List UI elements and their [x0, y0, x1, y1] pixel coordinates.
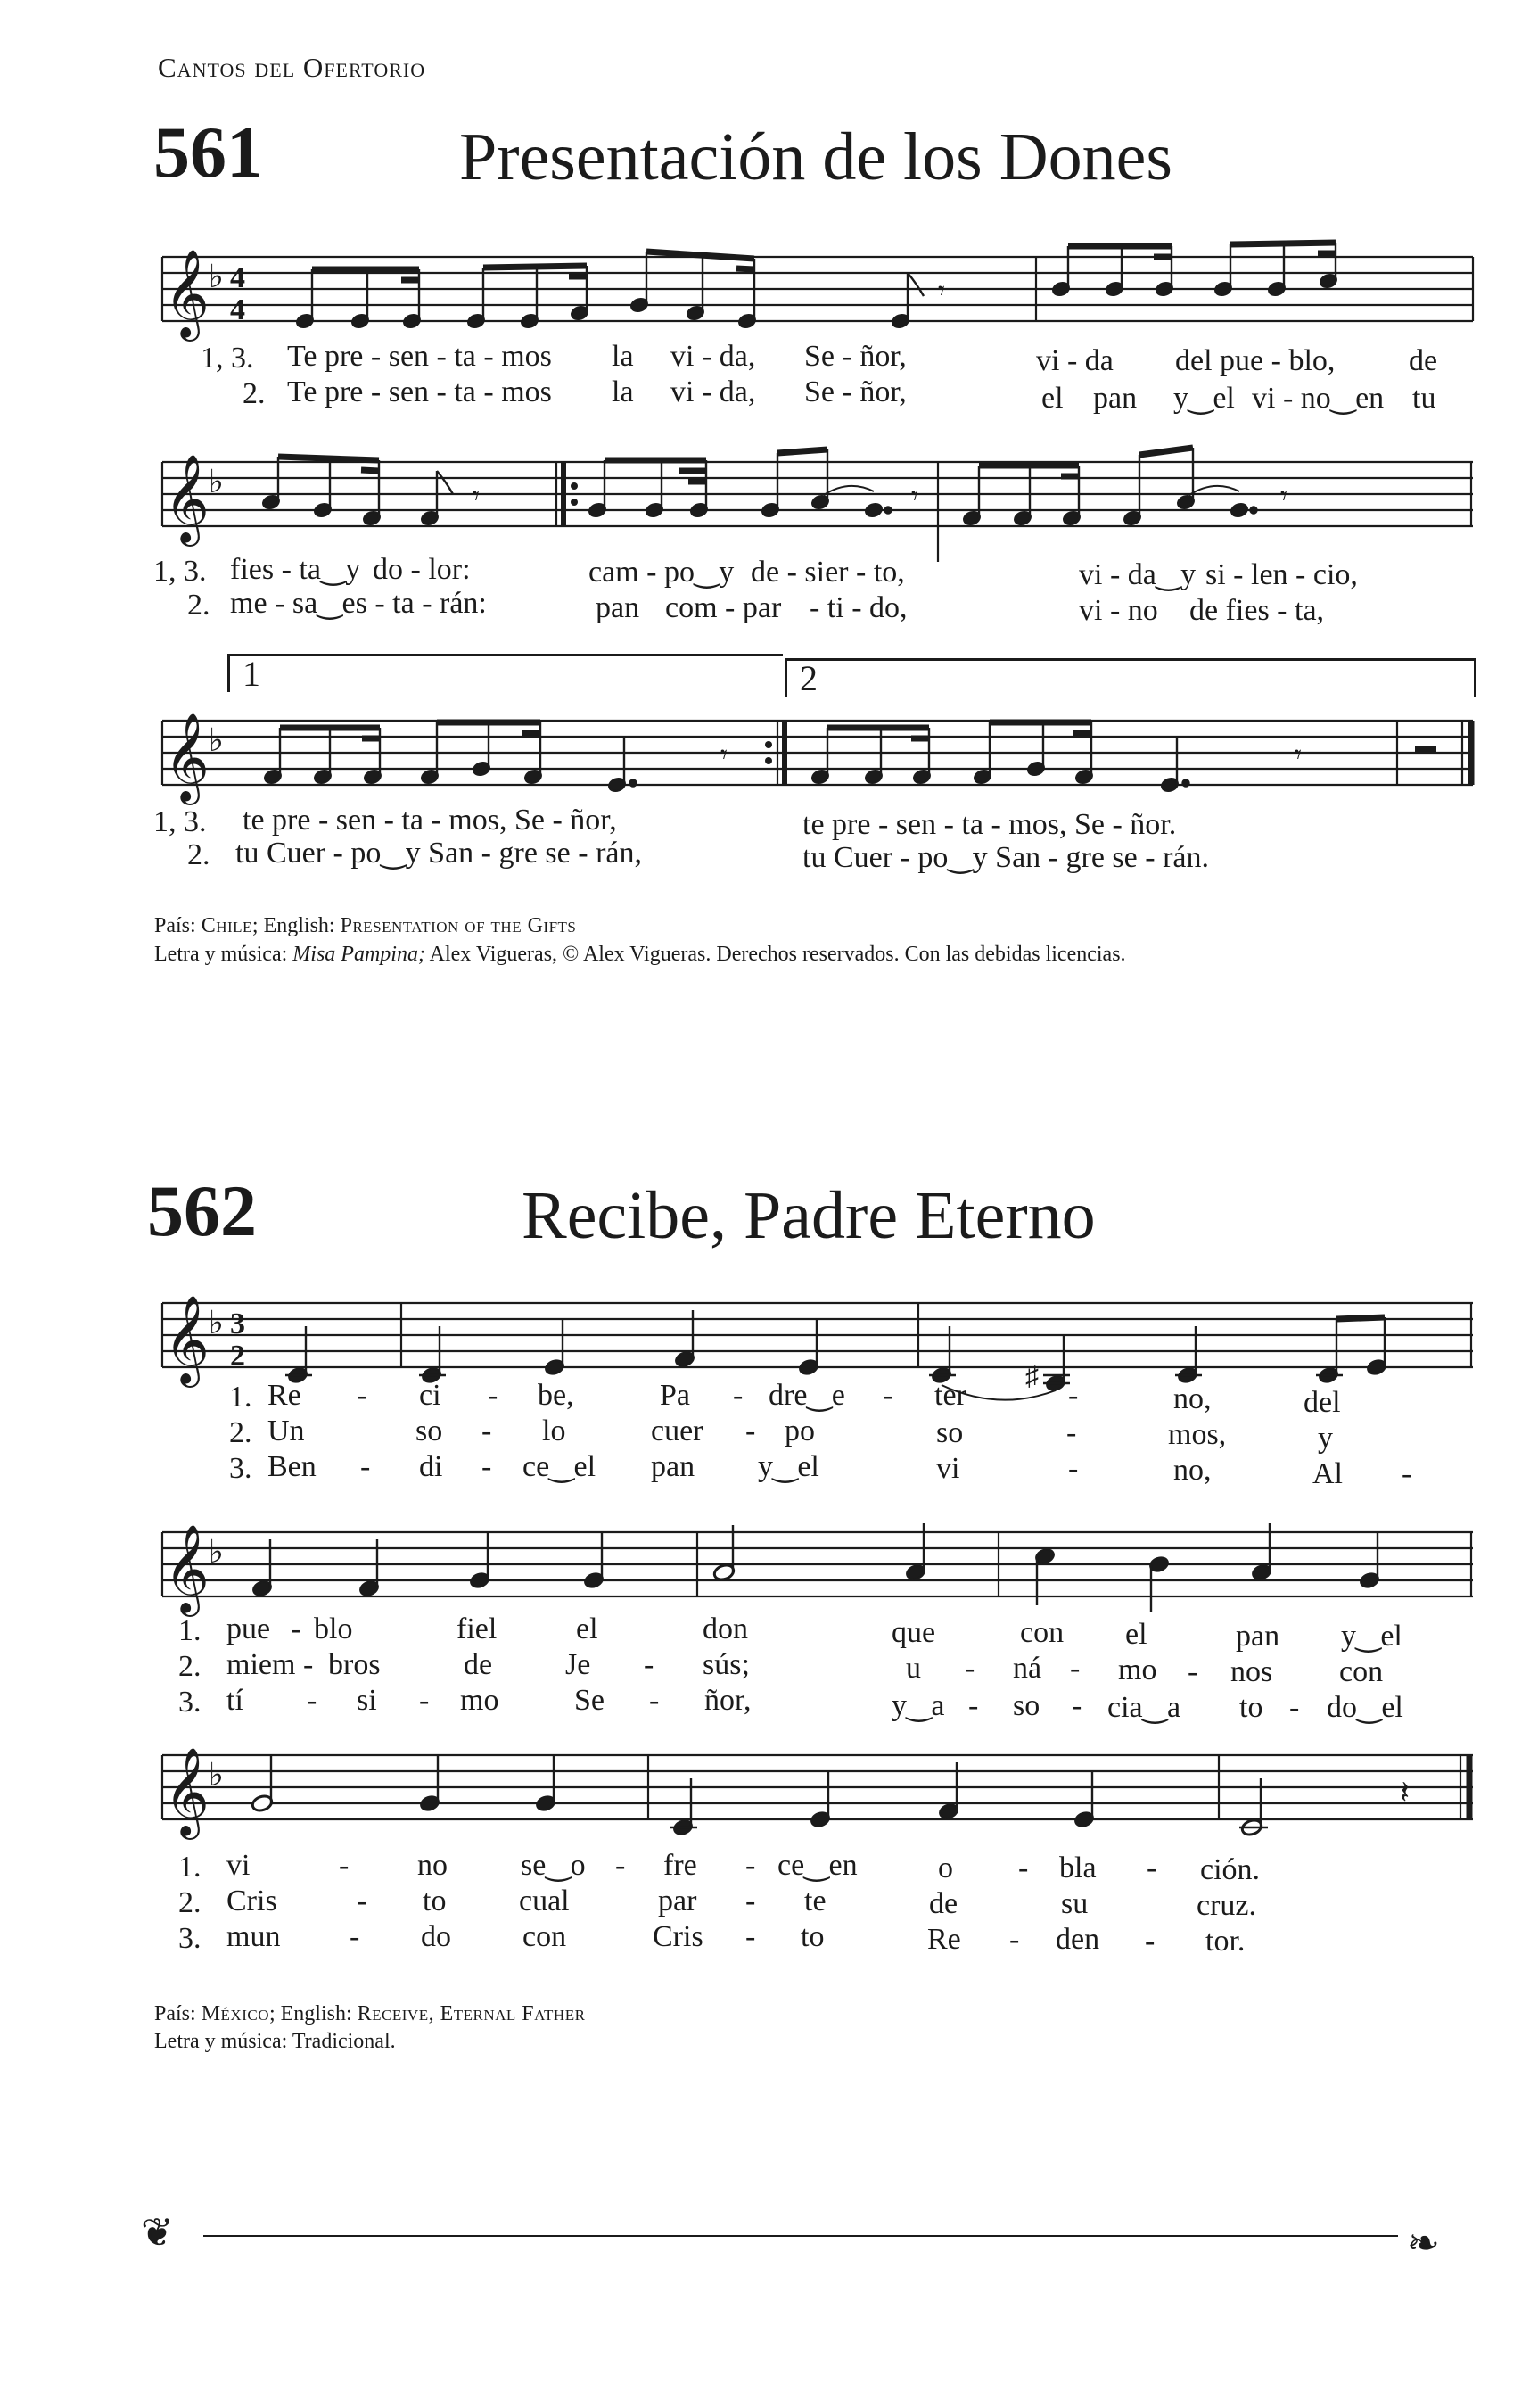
flat-icon: ♭ [209, 464, 224, 499]
lyric: par [658, 1884, 697, 1917]
credit-author: Letra y música: Misa Pampina; Alex Vigueras, © Alex Vigueras. Derechos reservados. Con las debidas licencias. [154, 943, 1126, 966]
lyric: con [1020, 1616, 1065, 1649]
verse-number: 1, 3. [153, 555, 207, 588]
first-ending-bracket: 1 [227, 654, 783, 692]
lyric: tu [1412, 382, 1436, 415]
lyric: mo [460, 1684, 499, 1717]
lyric: - [965, 1652, 975, 1685]
flat-icon: ♭ [209, 1757, 224, 1793]
lyric: tor. [1205, 1925, 1246, 1958]
flat-icon: ♭ [209, 1305, 224, 1340]
lyric: y‿el [1341, 1620, 1402, 1653]
lyric: bros [328, 1648, 381, 1681]
verse-number: 3. [178, 1922, 202, 1955]
svg-text:𝄽: 𝄽 [1400, 1775, 1411, 1810]
lyric: pan [1093, 382, 1138, 415]
verse-number: 1. [229, 1381, 252, 1414]
lyric: - [1018, 1851, 1029, 1884]
lyric: - [745, 1414, 756, 1447]
lyric: lo [542, 1414, 566, 1447]
lyric: - [1066, 1416, 1077, 1449]
lyric: tí [226, 1684, 243, 1717]
lyric: pan [651, 1450, 695, 1483]
lyric: - [1145, 1925, 1156, 1958]
lyric: mos, [1168, 1418, 1227, 1451]
lyric: to [423, 1884, 447, 1917]
lyric: pan [1236, 1620, 1280, 1653]
lyric: fiel [456, 1612, 498, 1645]
lyric: tu Cuer - po‿y San - gre se - rán, [235, 837, 642, 870]
time-signature [230, 1307, 245, 1373]
lyric: - [488, 1379, 498, 1412]
lyric: vi [226, 1849, 251, 1882]
flat-icon: ♭ [209, 722, 224, 758]
lyric: - [1068, 1379, 1079, 1412]
lyric: no, [1173, 1382, 1212, 1415]
lyric: - [291, 1612, 301, 1645]
lyric: - [745, 1920, 756, 1953]
lyric: - [644, 1648, 654, 1681]
lyric: - [968, 1689, 979, 1722]
lyric: - [419, 1684, 430, 1717]
lyric: - [1402, 1457, 1412, 1490]
lyric: Re [927, 1923, 961, 1956]
lyric: el [1041, 382, 1064, 415]
hymn-number-562: 562 [147, 1170, 257, 1251]
lyric: - [481, 1450, 492, 1483]
lyric: pan [596, 591, 640, 624]
lyric: te pre - sen - ta - mos, Se - ñor. [802, 808, 1177, 841]
notes [251, 1755, 1410, 1837]
treble-clef-icon: 𝄞 [164, 251, 210, 336]
lyric: de [1409, 344, 1438, 377]
lyric: sús; [703, 1648, 750, 1681]
svg-text:𝄾: 𝄾 [720, 740, 728, 770]
lyric: con [522, 1920, 567, 1953]
lyric: - [1070, 1652, 1081, 1685]
hymn-title-562: Recibe, Padre Eterno [522, 1178, 1096, 1253]
lyric: - [883, 1379, 893, 1412]
svg-text:𝄾: 𝄾 [473, 482, 480, 511]
lyric: te pre - sen - ta - mos, Se - ñor, [243, 804, 617, 837]
lyric: ñor, [704, 1684, 752, 1717]
lyric: Un [267, 1414, 305, 1447]
lyric: y‿el [1173, 382, 1235, 415]
lyric: de - sier - to, [751, 556, 905, 589]
verse-number: 2. [178, 1886, 202, 1919]
verse-number: 3. [229, 1452, 252, 1485]
lyric: - [339, 1849, 350, 1882]
lyric: o [938, 1851, 953, 1884]
lyric: do - lor: [373, 553, 471, 586]
lyric: - [1072, 1689, 1082, 1722]
notes [263, 721, 1436, 793]
second-ending-bracket: 2 [785, 658, 1476, 697]
svg-text:4: 4 [230, 293, 245, 326]
lyric: ción. [1200, 1853, 1261, 1886]
time-signature [230, 261, 245, 326]
lyric: den [1056, 1923, 1100, 1956]
lyric: ná [1013, 1652, 1042, 1685]
svg-text:𝄾: 𝄾 [1280, 482, 1287, 511]
verse-number: 2. [229, 1416, 252, 1449]
lyric: no [417, 1849, 448, 1882]
lyric: el [576, 1612, 598, 1645]
lyric: con [1339, 1655, 1384, 1688]
treble-clef-icon: 𝄞 [164, 1526, 210, 1612]
credit-author: Letra y música: Tradicional. [154, 2030, 396, 2053]
lyric: di [419, 1450, 443, 1483]
verse-number: 2. [187, 838, 210, 871]
lyric: se‿o [521, 1849, 586, 1882]
lyric: po [785, 1414, 815, 1447]
verse-number: 2. [178, 1650, 202, 1683]
lyric: vi - da, [670, 375, 756, 408]
lyric: Al [1312, 1457, 1343, 1490]
lyric: ter [934, 1379, 966, 1412]
lyric: cual [519, 1884, 570, 1917]
lyric: - [481, 1414, 492, 1447]
lyric: - ti - do, [810, 591, 908, 624]
flat-icon: ♭ [209, 1534, 224, 1570]
lyric: com - par [665, 591, 782, 624]
lyric: - [1188, 1655, 1198, 1688]
treble-clef-icon: 𝄞 [164, 456, 210, 541]
staff-562-2 [153, 1516, 1482, 1623]
lyric: mun [226, 1920, 281, 1953]
lyric: - [307, 1684, 317, 1717]
lyric: Te pre - sen - ta - mos [287, 375, 552, 408]
lyric: vi - da [1036, 344, 1114, 377]
lyric: cruz. [1197, 1889, 1257, 1922]
lyric: miem [226, 1648, 296, 1681]
lyric: fies - ta‿y [230, 553, 361, 586]
notes [261, 448, 1287, 526]
svg-text:𝄾: 𝄾 [911, 482, 918, 511]
lyric: Se [574, 1684, 605, 1717]
lyric: y‿el [758, 1450, 819, 1483]
lyric: Ben [267, 1450, 317, 1483]
lyric: ce‿el [522, 1450, 596, 1483]
treble-clef-icon: 𝄞 [164, 1297, 210, 1382]
lyric: cam - po‿y [588, 556, 735, 589]
lyric: no, [1173, 1454, 1212, 1487]
lyric: blo [314, 1612, 353, 1645]
lyric: - [357, 1884, 367, 1917]
lyric: y‿a [892, 1689, 945, 1722]
lyric: - [615, 1849, 626, 1882]
lyric: - [1068, 1452, 1079, 1485]
hymn-number-561: 561 [153, 111, 263, 193]
lyric: Se - ñor, [804, 375, 907, 408]
lyric: - [733, 1379, 744, 1412]
verse-number: 1. [178, 1851, 202, 1884]
lyric: la [612, 340, 634, 373]
lyric: - [360, 1450, 371, 1483]
verse-number: 1, 3. [201, 342, 254, 375]
staff-561-3 [153, 705, 1482, 803]
credit-country: País: Chile; English: Presentation of the Gifts [154, 914, 577, 937]
lyric: y [1318, 1422, 1333, 1455]
lyric: - [745, 1849, 756, 1882]
verse-number: 2. [243, 377, 266, 410]
section-label: Cantos del Ofertorio [158, 52, 426, 83]
lyric: Se - ñor, [804, 340, 907, 373]
verse-number: 1. [178, 1614, 202, 1647]
lyric: don [703, 1612, 748, 1645]
lyric: me - sa‿es - ta - rán: [230, 587, 487, 620]
lyric: - [1147, 1851, 1157, 1884]
lyric: do‿el [1327, 1691, 1403, 1724]
svg-text:2: 2 [230, 1340, 245, 1373]
lyric: so [1013, 1689, 1040, 1722]
lyric: ci [419, 1379, 441, 1412]
sharp-icon: ♯ [1025, 1362, 1039, 1391]
lyric: tu Cuer - po‿y San - gre se - rán. [802, 841, 1209, 874]
notes [251, 1523, 1380, 1612]
lyric: cia‿a [1107, 1691, 1181, 1724]
lyric: te [804, 1884, 827, 1917]
lyric: Te pre - sen - ta - mos [287, 340, 552, 373]
lyric: - [649, 1684, 660, 1717]
lyric: u [906, 1652, 921, 1685]
lyric: to [801, 1920, 825, 1953]
lyric: - [303, 1648, 314, 1681]
lyric: el [1125, 1618, 1147, 1651]
lyric: Je [565, 1648, 591, 1681]
lyric: pue [226, 1612, 271, 1645]
treble-clef-icon: 𝄞 [164, 714, 210, 800]
staff-562-3 [153, 1739, 1482, 1846]
lyric: su [1061, 1887, 1089, 1920]
notes [295, 243, 1337, 329]
lyric: si - len - cio, [1205, 558, 1358, 591]
lyric: Re [267, 1379, 301, 1412]
lyric: vi - da‿y [1079, 558, 1197, 591]
lyric: so [936, 1416, 964, 1449]
svg-text:4: 4 [230, 261, 245, 294]
staff-562-1 [153, 1287, 1482, 1394]
lyric: ce‿en [777, 1849, 858, 1882]
lyric: dre‿e [769, 1379, 845, 1412]
credit-country: País: México; English: Receive, Eternal Father [154, 2002, 586, 2025]
lyric: - [357, 1379, 367, 1412]
lyric: la [612, 375, 634, 408]
lyric: vi [936, 1452, 960, 1485]
lyric: de [464, 1648, 493, 1681]
staff-561-1 [153, 241, 1482, 339]
treble-clef-icon: 𝄞 [164, 1749, 210, 1835]
staff-561-2 [153, 446, 1482, 544]
lyric: - [350, 1920, 360, 1953]
lyric: - [745, 1884, 756, 1917]
verse-number: 2. [187, 589, 210, 622]
svg-text:3: 3 [230, 1307, 245, 1340]
lyric: - [1289, 1691, 1300, 1724]
lyric: be, [538, 1379, 574, 1412]
lyric: to [1239, 1691, 1263, 1724]
flourish-right-icon: ❧ [1407, 2222, 1440, 2265]
lyric: fre [663, 1849, 697, 1882]
flat-icon: ♭ [209, 259, 224, 294]
verse-number: 3. [178, 1686, 202, 1719]
hymn-title-561: Presentación de los Dones [459, 120, 1172, 194]
footer-rule [203, 2235, 1398, 2237]
lyric: del pue - blo, [1175, 344, 1336, 377]
lyric: nos [1230, 1655, 1273, 1688]
verse-number: 1, 3. [153, 805, 207, 838]
lyric: Pa [660, 1379, 690, 1412]
svg-text:𝄾: 𝄾 [938, 276, 945, 306]
lyric: que [892, 1616, 936, 1649]
lyric: Cris [653, 1920, 703, 1953]
flourish-left-icon: ❦ [141, 2211, 174, 2255]
lyric: cuer [651, 1414, 703, 1447]
lyric: bla [1059, 1851, 1097, 1884]
lyric: del [1304, 1386, 1341, 1419]
lyric: de [929, 1887, 958, 1920]
lyric: Cris [226, 1884, 277, 1917]
lyric: si [357, 1684, 377, 1717]
lyric: - [1009, 1923, 1020, 1956]
lyric: vi - no‿en [1252, 382, 1385, 415]
lyric: de fies - ta, [1189, 594, 1325, 627]
lyric: do [421, 1920, 451, 1953]
svg-text:𝄾: 𝄾 [1295, 740, 1302, 770]
lyric: mo [1118, 1653, 1157, 1686]
lyric: so [415, 1414, 443, 1447]
lyric: vi - no [1079, 594, 1158, 627]
lyric: vi - da, [670, 340, 756, 373]
